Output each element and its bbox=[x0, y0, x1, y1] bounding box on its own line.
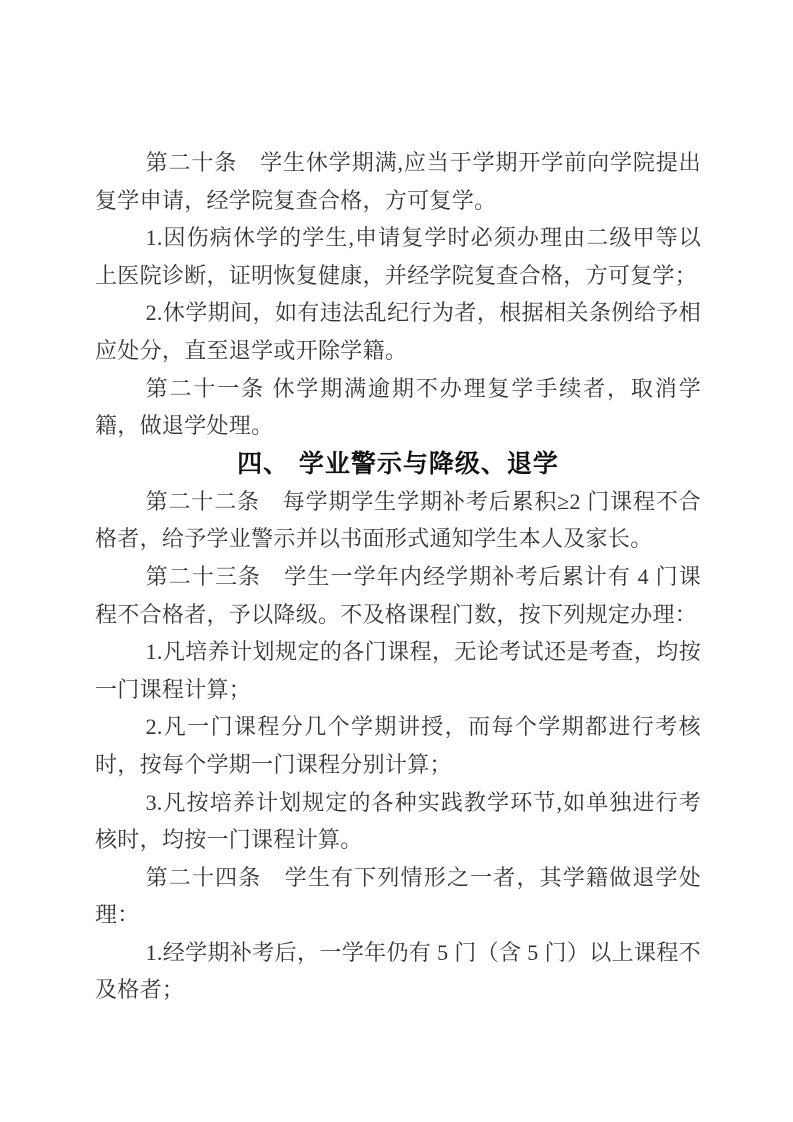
paragraph-article-23-item-1: 1.凡培养计划规定的各门课程，无论考试还是考查，均按一门课程计算； bbox=[95, 639, 701, 702]
section-heading: 四、 学业警示与降级、退学 bbox=[237, 448, 559, 478]
paragraph-article-21: 第二十一条 休学期满逾期不办理复学手续者，取消学籍，做退学处理。 bbox=[95, 375, 701, 439]
paragraph-article-23: 第二十三条 学生一学年内经学期补考后累计有 4 门课程不合格者，予以降级。不及格课程门数，按下列规定办理： bbox=[95, 563, 701, 627]
paragraph-article-20-item-1: 1.因伤病休学的学生,申请复学时必须办理由二级甲等以上医院诊断，证明恢复健康，并经学院复查合格，方可复学； bbox=[95, 225, 701, 288]
paragraph-article-22: 第二十二条 每学期学生学期补考后累积≥2 门课程不合格者，给予学业警示并以书面形式通知学生本人及家长。 bbox=[95, 488, 701, 552]
paragraph-article-23-item-2: 2.凡一门课程分几个学期讲授，而每个学期都进行考核时，按每个学期一门课程分别计算； bbox=[95, 714, 701, 777]
paragraph-article-23-item-3: 3.凡按培养计划规定的各种实践教学环节,如单独进行考核时，均按一门课程计算。 bbox=[95, 789, 701, 853]
paragraph-article-20: 第二十条 学生休学期满,应当于学期开学前向学院提出复学申请，经学院复查合格，方可复学。 bbox=[95, 150, 701, 213]
paragraph-article-24: 第二十四条 学生有下列情形之一者，其学籍做退学处理： bbox=[95, 864, 701, 928]
paragraph-article-24-item-1: 1.经学期补考后，一学年仍有 5 门（含 5 门）以上课程不及格者； bbox=[95, 939, 701, 1003]
paragraph-article-20-item-2: 2.休学期间，如有违法乱纪行为者，根据相关条例给予相应处分，直至退学或开除学籍。 bbox=[95, 300, 701, 363]
page-content bbox=[95, 144, 701, 1009]
